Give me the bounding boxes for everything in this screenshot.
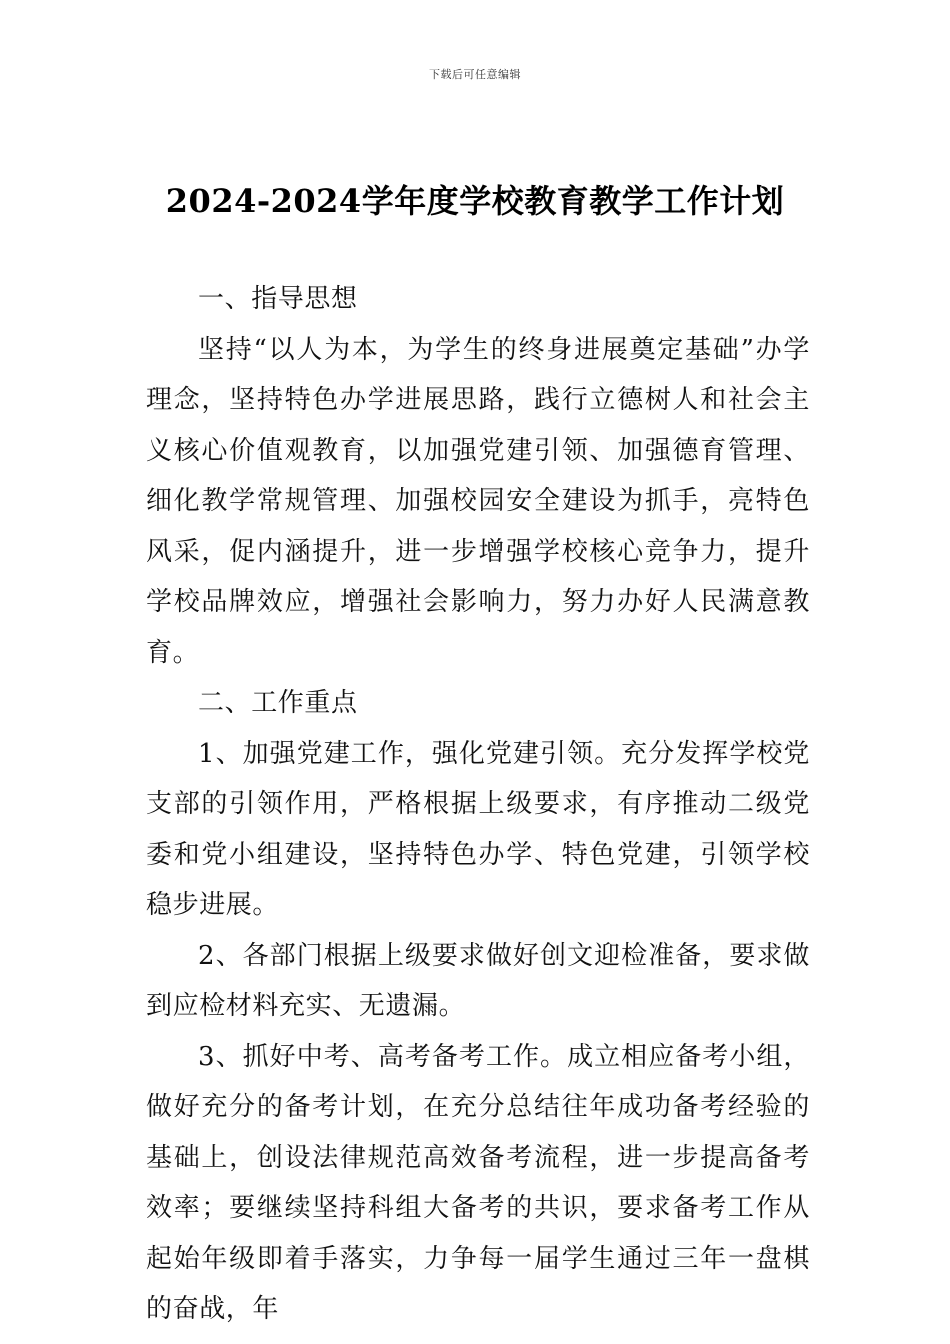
section-heading-guiding-ideology: 一、指导思想 (198, 284, 358, 314)
paragraph-party-building: 1、加强党建工作，强化党建引领。充分发挥学校党支部的引领作用，严格根据上级要求，有序推动二级党委和党小组建设，坚持特色办学、特色党建，引领学校稳步进展。 (146, 738, 810, 920)
document-body (146, 274, 810, 1335)
paragraph-inspection-prep: 2、各部门根据上级要求做好创文迎检准备，要求做到应检材料充实、无遗漏。 (146, 940, 810, 1021)
paragraph-exam-prep: 3、抓好中考、高考备考工作。成立相应备考小组，做好充分的备考计划，在充分总结往年成功备考经验的基础上，创设法律规范高效备考流程，进一步提高备考效率；要继续坚持科组大备考的共识，要求备考工作从起始年级即着手落实，力争每一届学生通过三年一盘棋的奋战，年 (146, 1041, 810, 1324)
section-heading-work-focus: 二、工作重点 (198, 688, 358, 718)
paragraph-guiding-ideology: 坚持“以人为本，为学生的终身进展奠定基础”办学理念，坚持特色办学进展思路，践行立德树人和社会主义核心价值观教育，以加强党建引领、加强德育管理、细化教学常规管理、加强校园安全建设为抓手，亮特色风采，促内涵提升，进一步增强学校核心竞争力，提升学校品牌效应，增强社会影响力，努力办好人民满意教育。 (146, 334, 810, 668)
header-note: 下载后可任意编辑 (429, 68, 521, 81)
document-title: 2024-2024学年度学校教育教学工作计划 (165, 182, 785, 220)
